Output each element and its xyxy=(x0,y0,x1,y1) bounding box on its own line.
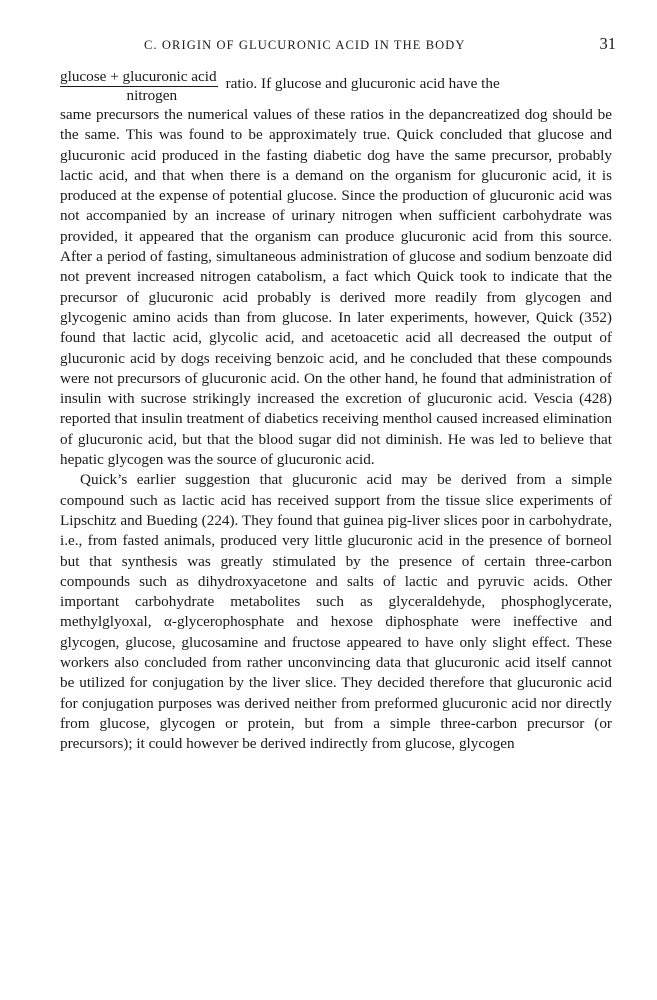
page-number: 31 xyxy=(599,34,616,53)
body-paragraph: Quick’s earlier suggestion that glucuronic acid may be derived from a simple compound such as lactic acid has received support from the tissue slice experiments of Lipschitz and Bueding (224). They found that guinea pig-liver slices poor in carbohydrate, i.e., from fasted animals, produced very little glucuronic acid in the presence of borneol but that synthesis was greatly stimulated by the presence of certain three-carbon compounds such as dihydroxyacetone and salts of lactic and pyruvic acids. Other important carbohydrate metabolites such as glyceraldehyde, phosphoglycerate, methylglyoxal, α-glycerophosphate and hexose diphosphate were ineffective and glycogen, glucose, glucosamine and fructose appeared to have only slight effect. These workers also concluded from rather unconvincing data that glucuronic acid itself cannot be utilized for conjugation by the liver slice. They decided therefore that glucuronic acid for conjugation purposes was derived neither from preformed glucuronic acid nor directly from glucose, glycogen or protein, but from a simple three-carbon precursor (or precursors); it could however be derived indirectly from glucose, glycogen xyxy=(60,471,612,753)
fraction-numerator: glucose + glucuronic acid xyxy=(60,68,217,85)
ratio-line-text: ratio. If glucose and glucuronic acid have the xyxy=(225,75,500,92)
book-page xyxy=(60,30,616,755)
fraction-denominator: nitrogen xyxy=(126,87,178,104)
body-paragraph: same precursors the numerical values of these ratios in the depancreatized dog should be the same. This was found to be approximately true. Quick concluded that glucose and glucuronic acid produced in the fasting diabetic dog have the same precursor, probably lactic acid, and that when there is a demand on the organism for glucuronic acid, it is produced at the expense of potential glucose. Since the production of glucuronic acid was not accompanied by an increase of urinary nitrogen when sufficient carbohydrate was provided, it appeared that the organism can produce glucuronic acid from this source. After a period of fasting, simultaneous administration of glucose and sodium benzoate did not prevent increased nitrogen catabolism, a fact which Quick took to indicate that the precursor of glucuronic acid probably is derived more readily from glycogen and glycogenic amino acids than from glucose. In later experiments, however, Quick (352) found that lactic acid, glycolic acid, and acetoacetic acid all decreased the output of glucuronic acid by dogs receiving benzoic acid, and he concluded that these compounds were not precursors of glucuronic acid. On the other hand, he found that administration of insulin with sucrose strikingly increased the excretion of glucuronic acid. Vescia (428) reported that insulin treatment of diabetics receiving menthol caused increased elimination of glucuronic acid, but that the blood sugar did not diminish. He was led to believe that hepatic glycogen was the source of glucuronic acid. xyxy=(60,106,612,469)
ratio-line xyxy=(60,68,612,104)
running-header xyxy=(60,30,616,56)
running-title: C. ORIGIN OF GLUCURONIC ACID IN THE BODY xyxy=(144,38,466,52)
ratio-fraction xyxy=(60,68,218,104)
